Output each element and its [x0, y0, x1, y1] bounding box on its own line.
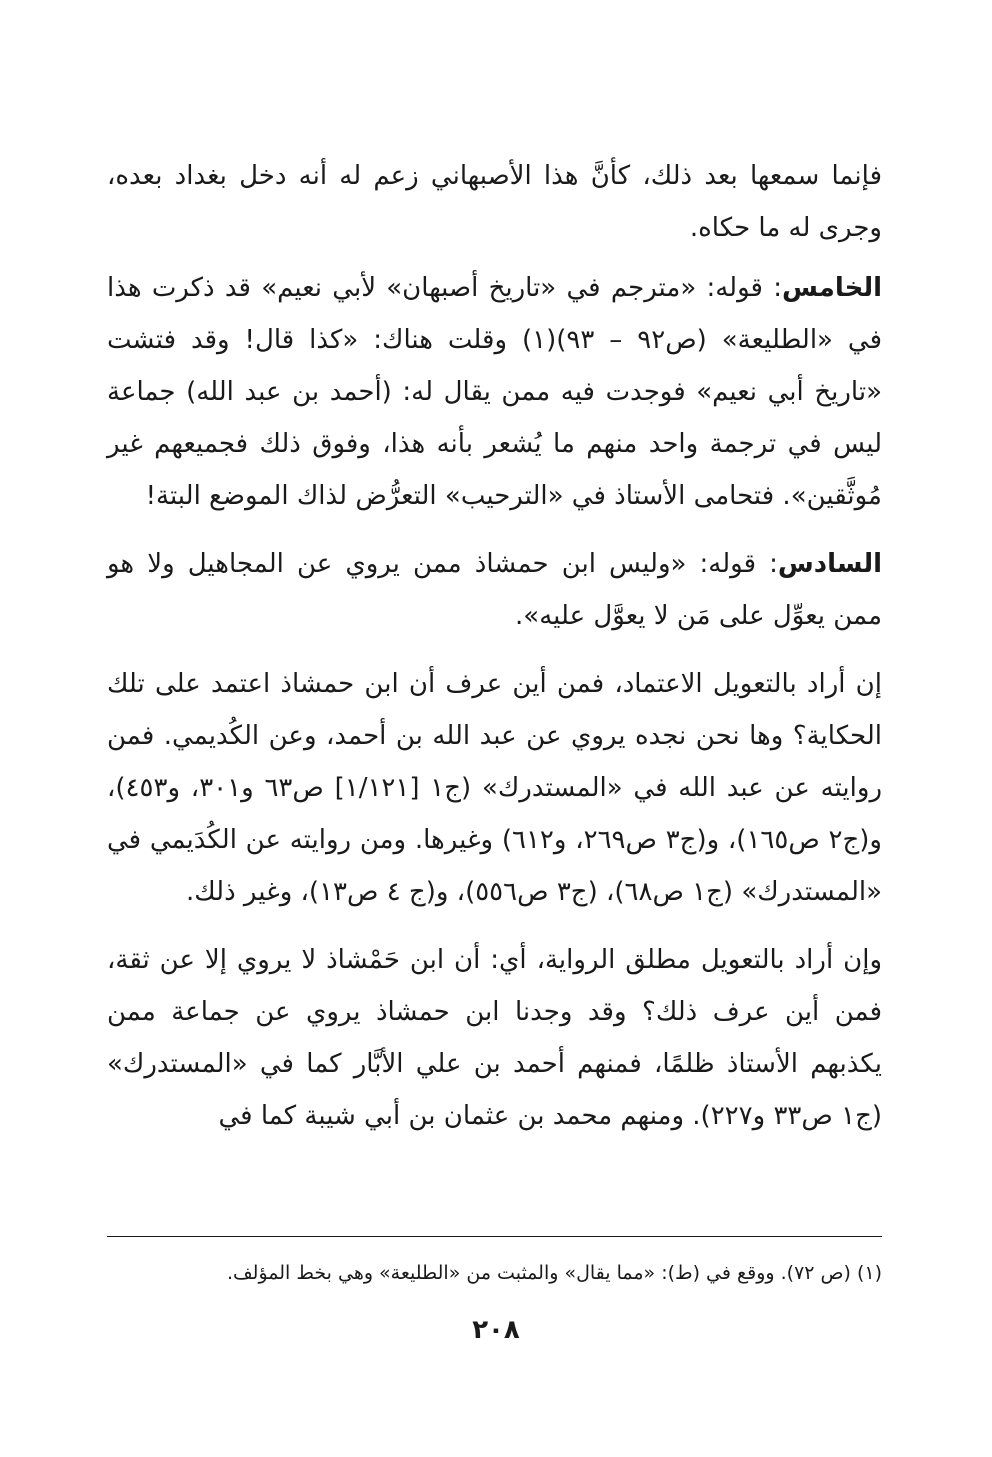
- paragraph-heading: السادس: [777, 549, 882, 579]
- footnote-divider: [107, 1236, 882, 1237]
- paragraph-fifth: [107, 262, 882, 522]
- paragraph-text: وإن أراد بالتعويل مطلق الرواية، أي: أن ابن حَمْشاذ لا يروي إلا عن ثقة، فمن أين عرف ذلك؟ وقد وجدنا ابن حمشاذ يروي عن جماعة ممن يكذبهم الأستاذ ظلمًا، فمنهم أحمد بن علي الأبَّار كما في «المستدرك» (ج١ ص٣٣ و٢٢٧). ومنهم محمد بن عثمان بن أبي شيبة كما في: [107, 945, 882, 1131]
- paragraph-narration-meaning: [107, 934, 882, 1142]
- paragraph-text: : قوله: «مترجم في «تاريخ أصبهان» لأبي نعيم» قد ذكرت هذا في «الطليعة» (ص٩٢ – ٩٣)(١) وقلت هناك: «كذا قال! وقد فتشت «تاريخ أبي نعيم» فوجدت فيه ممن يقال له: (أحمد بن عبد الله) جماعة ليس في ترجمة واحد منهم ما يُشعر بأنه هذا، وفوق ذلك فجميعهم غير مُوثَّقين». فتحامى الأستاذ في «الترحيب» التعرُّض لذاك الموضع البتة!: [107, 273, 882, 511]
- main-text: [107, 150, 882, 1158]
- page-number: ٢٠٨: [472, 1315, 520, 1345]
- paragraph-text: إن أراد بالتعويل الاعتماد، فمن أين عرف أن ابن حمشاذ اعتمد على تلك الحكاية؟ وها نحن نجده يروي عن عبد الله بن أحمد، وعن الكُديمي. فمن روايته عن عبد الله في «المستدرك» (ج١ [١/١٢١] ص٦٣ و٣٠١، و٤٥٣)، و(ج٢ ص١٦٥)، و(ج٣ ص٢٦٩، و٦١٢) وغيرها. ومن روايته عن الكُدَيمي في «المستدرك» (ج١ ص٦٨)، (ج٣ ص٥٥٦)، و(ج ٤ ص١٣)، وغير ذلك.: [107, 669, 882, 907]
- paragraph-text: : قوله: «وليس ابن حمشاذ ممن يروي عن المجاهيل ولا هو ممن يعوِّل على مَن لا يعوَّل عليه».: [107, 549, 882, 631]
- paragraph-continuation: [107, 150, 882, 254]
- paragraph-text: فإنما سمعها بعد ذلك، كأنَّ هذا الأصبهاني زعم له أنه دخل بغداد بعده، وجرى له ما حكاه.: [107, 161, 882, 243]
- paragraph-sixth: [107, 538, 882, 642]
- paragraph-reliance-meaning: [107, 658, 882, 918]
- paragraph-heading: الخامس: [781, 273, 882, 303]
- footnote: (١) (ص ٧٢). ووقع في (ط): «مما يقال» والمثبت من «الطليعة» وهي بخط المؤلف.: [226, 1262, 882, 1284]
